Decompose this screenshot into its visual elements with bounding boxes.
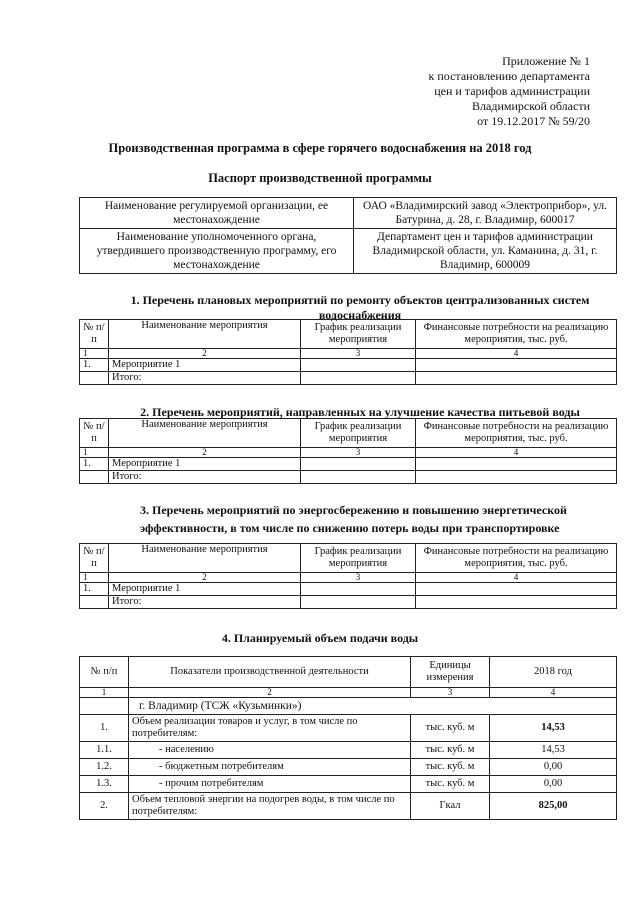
row-name: Мероприятие 1 — [109, 458, 301, 471]
index-cell: 3 — [301, 448, 416, 458]
section-3-table — [79, 543, 617, 609]
volume-table — [79, 656, 617, 820]
row-num: 2. — [80, 793, 129, 820]
row-num: 1. — [80, 583, 109, 596]
index-cell: 1 — [80, 448, 109, 458]
row-value: 825,00 — [490, 793, 617, 820]
index-cell: 1 — [80, 349, 109, 359]
section-2-table — [79, 418, 617, 484]
row-name: - населению — [129, 742, 411, 759]
col-finance: Финансовые потребности на реализацию мероприятия, тыс. руб. — [416, 419, 617, 448]
row-num: 1.1. — [80, 742, 129, 759]
row-num: 1. — [80, 359, 109, 372]
col-finance: Финансовые потребности на реализацию мероприятия, тыс. руб. — [416, 544, 617, 573]
row-unit: тыс. куб. м — [411, 776, 490, 793]
authority-value: Департамент цен и тарифов администрации Владимирской области, ул. Каманина, д. 31, г. Владимир, 600009 — [354, 229, 617, 274]
col-num: № п/п — [80, 544, 109, 573]
row-unit: тыс. куб. м — [411, 759, 490, 776]
table-row — [80, 759, 617, 776]
col-indicator: Показатели производственной деятельности — [129, 657, 411, 688]
authority-label: Наименование уполномоченного органа, утвердившего производственную программу, его местонахождение — [80, 229, 354, 274]
section-1-table — [79, 319, 617, 385]
row-num: 1. — [80, 458, 109, 471]
index-cell: 4 — [416, 573, 617, 583]
row-unit: Гкал — [411, 793, 490, 820]
appendix-line: от 19.12.2017 № 59/20 — [477, 114, 590, 128]
col-num: № п/п — [80, 657, 129, 688]
appendix-line: цен и тарифов администрации — [434, 84, 590, 98]
table-row — [80, 793, 617, 820]
row-unit: тыс. куб. м — [411, 742, 490, 759]
section-1-title: 1. Перечень плановых мероприятий по ремонту объектов централизованных систем водоснабжения — [130, 293, 590, 322]
main-title: Производственная программа в сфере горячего водоснабжения на 2018 год — [108, 141, 532, 155]
total-label: Итого: — [109, 372, 301, 385]
index-cell: 3 — [301, 349, 416, 359]
index-cell: 4 — [416, 349, 617, 359]
col-schedule: График реализации мероприятия — [301, 419, 416, 448]
index-cell: 2 — [109, 448, 301, 458]
row-name: Мероприятие 1 — [109, 583, 301, 596]
row-num: 1.2. — [80, 759, 129, 776]
col-schedule: График реализации мероприятия — [301, 320, 416, 349]
total-row — [80, 596, 617, 609]
table-row — [80, 583, 617, 596]
total-label: Итого: — [109, 596, 301, 609]
section-2-title: 2. Перечень мероприятий, направленных на улучшение качества питьевой воды — [140, 405, 580, 419]
index-cell: 3 — [301, 573, 416, 583]
table-row — [80, 359, 617, 372]
row-value: 0,00 — [490, 776, 617, 793]
appendix-line: Владимирской области — [472, 99, 590, 113]
index-cell: 1 — [80, 573, 109, 583]
index-cell: 3 — [411, 688, 490, 698]
location-row: г. Владимир (ТСЖ «Кузьминки») — [129, 698, 617, 715]
index-cell: 4 — [490, 688, 617, 698]
passport-table — [79, 197, 617, 274]
col-year: 2018 год — [490, 657, 617, 688]
index-cell: 4 — [416, 448, 617, 458]
col-name: Наименование мероприятия — [109, 544, 301, 573]
appendix-line: к постановлению департамента — [428, 69, 590, 83]
row-value: 14,53 — [490, 715, 617, 742]
index-cell: 2 — [109, 349, 301, 359]
row-value: 0,00 — [490, 759, 617, 776]
row-name: Объем реализации товаров и услуг, в том числе по потребителям: — [129, 715, 411, 742]
col-name: Наименование мероприятия — [109, 320, 301, 349]
table-row — [80, 458, 617, 471]
row-name: - прочим потребителям — [129, 776, 411, 793]
total-label: Итого: — [109, 471, 301, 484]
row-num: 1.3. — [80, 776, 129, 793]
index-cell: 2 — [129, 688, 411, 698]
org-name-label: Наименование регулируемой организации, ее местонахождение — [80, 198, 354, 229]
col-name: Наименование мероприятия — [109, 419, 301, 448]
col-unit: Единицы измерения — [411, 657, 490, 688]
row-name: Мероприятие 1 — [109, 359, 301, 372]
section-4-title: 4. Планируемый объем подачи воды — [221, 631, 419, 645]
row-value: 14,53 — [490, 742, 617, 759]
total-row — [80, 372, 617, 385]
section-3-title: 3. Перечень мероприятий по энергосбережению и повышению энергетической эффективности, в том числе по снижению потерь воды при транспортировке — [140, 503, 567, 535]
table-row — [80, 742, 617, 759]
passport-title: Паспорт производственной программы — [208, 171, 432, 185]
col-finance: Финансовые потребности на реализацию мероприятия, тыс. руб. — [416, 320, 617, 349]
table-row — [80, 776, 617, 793]
appendix-line: Приложение № 1 — [502, 54, 590, 68]
col-schedule: График реализации мероприятия — [301, 544, 416, 573]
row-num: 1. — [80, 715, 129, 742]
appendix-header — [380, 54, 590, 129]
index-cell: 1 — [80, 688, 129, 698]
table-row — [80, 715, 617, 742]
total-row — [80, 471, 617, 484]
col-num: № п/п — [80, 419, 109, 448]
row-name: Объем тепловой энергии на подогрев воды, в том числе по потребителям: — [129, 793, 411, 820]
col-num: № п/п — [80, 320, 109, 349]
row-name: - бюджетным потребителям — [129, 759, 411, 776]
org-name-value: ОАО «Владимирский завод «Электроприбор», ул. Батурина, д. 28, г. Владимир, 600017 — [354, 198, 617, 229]
index-cell: 2 — [109, 573, 301, 583]
row-unit: тыс. куб. м — [411, 715, 490, 742]
